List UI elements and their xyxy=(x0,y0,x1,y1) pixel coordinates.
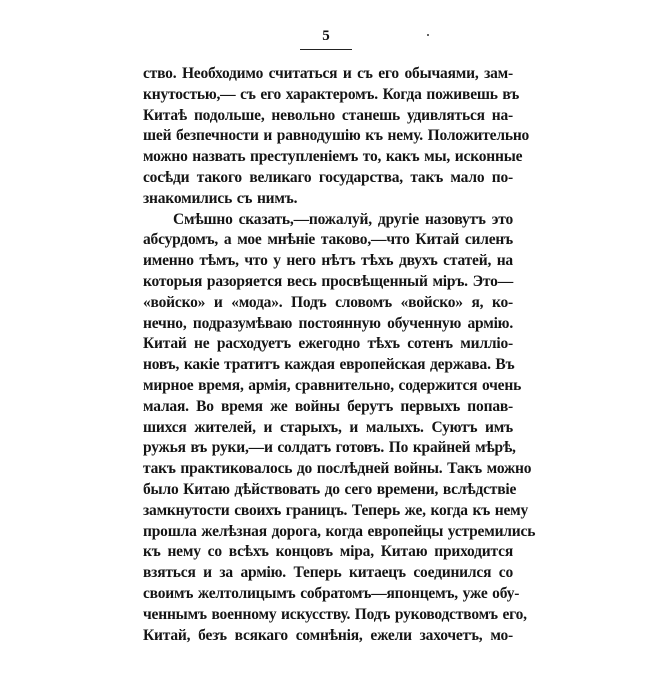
text-line: прошла желѣзная дорога, когда европейцы устремились xyxy=(143,522,536,540)
text-line: мирное время, армія, сравнительно, содержится очень xyxy=(143,376,522,394)
text-line: Китай не расходуетъ ежегодно тѣхъ сотенъ милліо- xyxy=(143,335,513,353)
text-line: Смѣшно сказать,—пожалуй, другіе назовутъ это xyxy=(173,210,513,228)
text-line: замкнутости своихъ границъ. Теперь же, когда къ нему xyxy=(143,501,529,519)
text-line: нечно, подразумѣваю постоянную обученную армію. xyxy=(143,314,513,332)
text-line: ченнымъ военному искусству. Подъ руководствомъ его, xyxy=(143,605,527,623)
text-line: ство. Необходимо считаться и съ его обычаями, зам- xyxy=(143,65,513,82)
text-line: такъ практиковалось до послѣдней войны. Такъ можно xyxy=(143,460,532,478)
text-line: кнутостью,— съ его характеромъ. Когда поживешь въ xyxy=(143,85,520,103)
text-line: знакомились съ нимъ. xyxy=(143,189,298,207)
text-line: взяться и за армію. Теперь китаецъ соединился со xyxy=(143,564,513,582)
text-line: своимъ желтолицымъ собратомъ—японцемъ, уже обу- xyxy=(143,584,520,602)
text-line: шихся жителей, и старыхъ, и малыхъ. Суютъ имъ xyxy=(143,418,513,436)
text-line: было Китаю дѣйствовать до сего времени, вслѣдствіе xyxy=(143,480,517,498)
text-line: которыя разоряется весь просвѣщенный міръ. Это— xyxy=(143,272,513,290)
text-line: Китаѣ подольше, невольно станешь удивляться на- xyxy=(143,106,513,124)
text-line: ружья въ руки,—и солдатъ готовъ. По крайней мѣрѣ, xyxy=(143,439,516,457)
text-line: можно назвать преступленіемъ то, какъ мы, исконные xyxy=(143,148,523,166)
text-line: именно тѣмъ, что у него нѣтъ тѣхъ двухъ статей, на xyxy=(143,252,513,270)
text-line: новъ, какіе тратитъ каждая европейская держава. Въ xyxy=(143,356,515,374)
text-line: Китай, безъ всякаго сомнѣнія, ежели захочетъ, мо- xyxy=(143,626,513,644)
text-line: шей безпечности и равнодушію къ нему. Положительно xyxy=(143,127,530,145)
scan-speck xyxy=(427,34,429,36)
text-line: малая. Во время же войны берутъ первыхъ попав- xyxy=(143,397,513,415)
text-line: «войско» и «мода». Подъ словомъ «войско» я, ко- xyxy=(143,293,513,311)
header-rule xyxy=(300,49,352,50)
page-number: 5 xyxy=(322,28,330,44)
body-text xyxy=(143,64,536,646)
text-line: къ нему со всѣхъ концовъ міра, Китаю приходится xyxy=(143,543,513,561)
text-line: сосѣди такого великаго государства, такъ мало по- xyxy=(143,168,513,186)
text-line: абсурдомъ, а мое мнѣніе таково,—что Китай силенъ xyxy=(143,231,513,249)
